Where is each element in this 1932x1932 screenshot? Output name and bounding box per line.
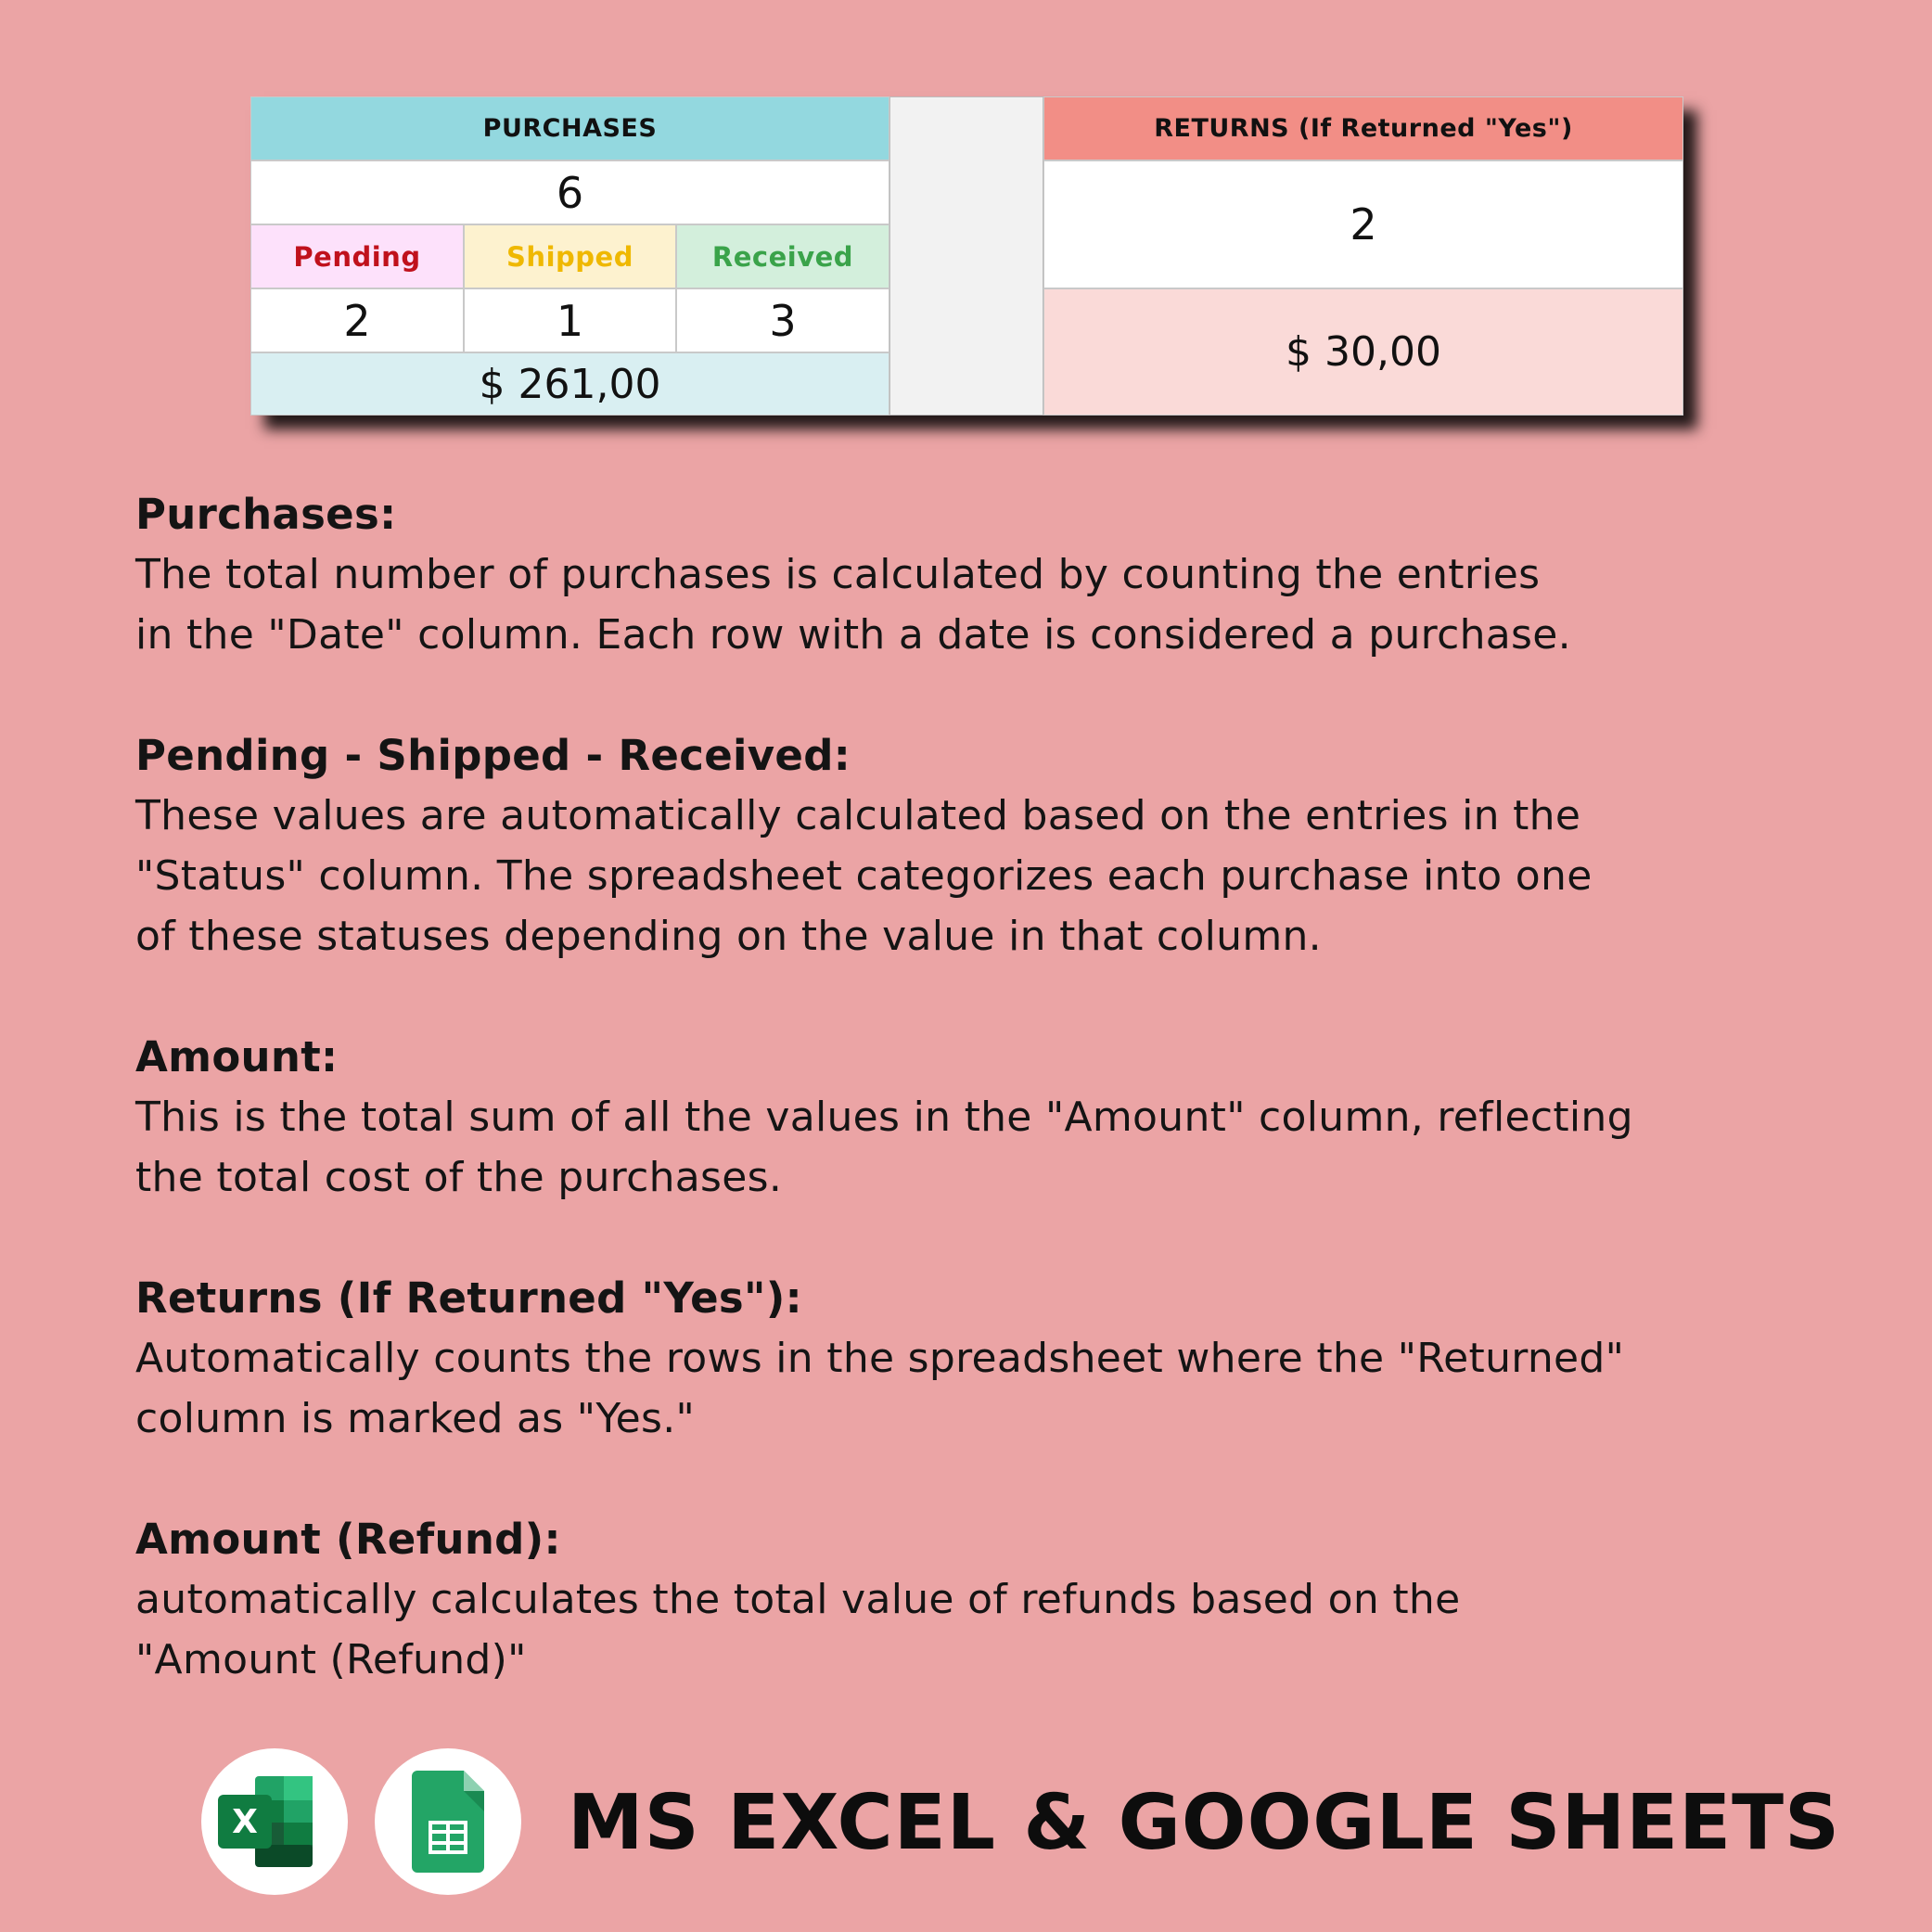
description-text: The total number of purchases is calculated by counting the entries in the "Date" column. Each row with a date is considered a purchase. <box>135 551 1571 659</box>
returns-header: RETURNS (If Returned "Yes") <box>1043 96 1683 160</box>
purchases-amount: $ 261,00 <box>250 352 889 416</box>
description-refund <box>135 1509 1879 1690</box>
pending-label: Pending <box>250 224 464 288</box>
description-amount <box>135 1027 1879 1208</box>
table-spacer-column <box>889 96 1043 416</box>
excel-icon <box>201 1748 348 1895</box>
description-title: Amount: <box>135 1032 339 1081</box>
returns-total: 2 <box>1043 160 1683 288</box>
purchases-header: PURCHASES <box>250 96 889 160</box>
purchases-total: 6 <box>250 160 889 224</box>
received-count: 3 <box>676 288 889 352</box>
description-returns <box>135 1268 1879 1449</box>
description-title: Purchases: <box>135 490 397 539</box>
description-statuses <box>135 725 1879 966</box>
pending-count: 2 <box>250 288 464 352</box>
descriptions <box>135 484 1879 1750</box>
summary-table <box>250 96 1683 416</box>
description-text: This is the total sum of all the values in the "Amount" column, reflecting the total cost of the purchases. <box>135 1094 1633 1201</box>
excel-icon-letter: X <box>232 1803 258 1841</box>
description-title: Pending - Shipped - Received: <box>135 731 851 780</box>
returns-amount: $ 30,00 <box>1043 288 1683 416</box>
google-sheets-logo-badge <box>375 1748 521 1895</box>
description-text: Automatically counts the rows in the spreadsheet where the "Returned" column is marked as "Yes." <box>135 1335 1625 1442</box>
description-title: Returns (If Returned "Yes"): <box>135 1273 802 1323</box>
description-text: These values are automatically calculated based on the entries in the "Status" column. The spreadsheet categorizes each purchase into one of these statuses depending on the value in that column. <box>135 792 1593 960</box>
footer-title: MS EXCEL & GOOGLE SHEETS <box>568 1779 1841 1867</box>
excel-logo-badge <box>201 1748 348 1895</box>
received-label: Received <box>676 224 889 288</box>
description-text: automatically calculates the total value of refunds based on the "Amount (Refund)" <box>135 1576 1461 1683</box>
google-sheets-icon <box>375 1748 521 1895</box>
description-title: Amount (Refund): <box>135 1515 561 1564</box>
description-purchases <box>135 484 1879 665</box>
shipped-label: Shipped <box>464 224 676 288</box>
shipped-count: 1 <box>464 288 676 352</box>
